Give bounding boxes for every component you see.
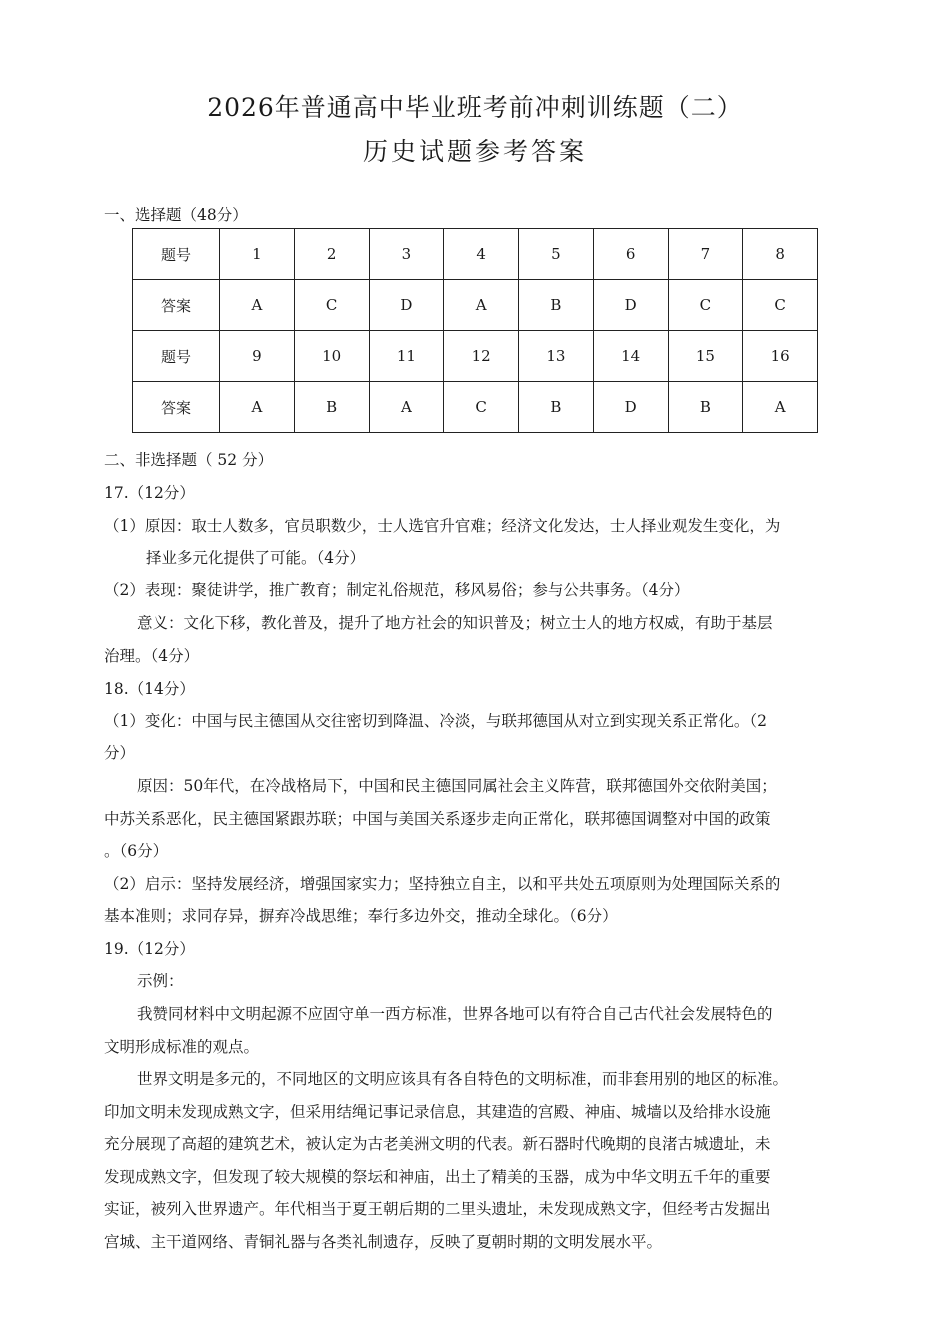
table-cell: 11: [369, 331, 444, 382]
document-subtitle: 历史试题参考答案: [362, 137, 587, 166]
section2-heading: 二、非选择题（ 52 分）: [104, 451, 274, 469]
table-cell: A: [369, 382, 444, 433]
q18-line: 。（6分）: [104, 842, 169, 860]
table-cell: 2: [294, 229, 369, 280]
table-cell: B: [519, 382, 594, 433]
table-cell: B: [519, 280, 594, 331]
q17-line: 意义：文化下移，教化普及，提升了地方社会的知识普及；树立士人的地方权威，有助于基层: [137, 614, 773, 632]
q18-line: 原因：50年代，在冷战格局下，中国和民主德国同属社会主义阵营，联邦德国外交依附美国；: [137, 777, 777, 795]
row-label: 题号: [133, 331, 220, 382]
table-cell: 12: [444, 331, 519, 382]
table-cell: 8: [743, 229, 818, 280]
table-cell: B: [668, 382, 743, 433]
q19-line: 文明形成标准的观点。: [104, 1038, 260, 1056]
table-cell: D: [369, 280, 444, 331]
q18-line: 中苏关系恶化，民主德国紧跟苏联；中国与美国关系逐步走向正常化，联邦德国调整对中国的政策: [104, 810, 771, 828]
q19-line: 充分展现了高超的建筑艺术，被认定为古老美洲文明的代表。新石器时代晚期的良渚古城遗址，未: [104, 1135, 771, 1153]
table-cell: D: [593, 280, 668, 331]
answer-table: [132, 228, 818, 433]
q18-line: （1）变化：中国与民主德国从交往密切到降温、冷淡，与联邦德国从对立到实现关系正常化。（2: [104, 712, 767, 730]
table-cell: C: [294, 280, 369, 331]
q19-line: 印加文明未发现成熟文字，但采用结绳记事记录信息，其建造的宫殿、神庙、城墙以及给排水设施: [104, 1103, 771, 1121]
table-cell: 1: [220, 229, 295, 280]
table-row: [133, 229, 818, 280]
table-cell: 6: [593, 229, 668, 280]
q17-line: 择业多元化提供了可能。（4分）: [146, 549, 366, 567]
q19-line: 宫城、主干道网络、青铜礼器与各类礼制遗存，反映了夏朝时期的文明发展水平。: [104, 1233, 663, 1251]
table-row: [133, 331, 818, 382]
table-cell: A: [220, 280, 295, 331]
table-cell: 3: [369, 229, 444, 280]
table-cell: C: [444, 382, 519, 433]
q19-line: 世界文明是多元的，不同地区的文明应该具有各自特色的文明标准，而非套用别的地区的标准。: [137, 1070, 789, 1088]
table-row: [133, 280, 818, 331]
q18-line: 基本准则；求同存异，摒弃冷战思维；奉行多边外交，推动全球化。（6分）: [104, 907, 618, 925]
table-cell: 10: [294, 331, 369, 382]
row-label: 答案: [133, 382, 220, 433]
table-cell: 14: [593, 331, 668, 382]
q17-line: （2）表现：聚徒讲学，推广教育；制定礼俗规范，移风易俗；参与公共事务。（4分）: [104, 581, 690, 599]
table-cell: 5: [519, 229, 594, 280]
q19-line: 示例：: [137, 972, 184, 990]
table-cell: 9: [220, 331, 295, 382]
table-cell: 7: [668, 229, 743, 280]
q17-line: 治理。（4分）: [104, 647, 200, 665]
q19-line: 发现成熟文字，但发现了较大规模的祭坛和神庙，出土了精美的玉器，成为中华文明五千年的重要: [104, 1168, 771, 1186]
q19-line: 实证，被列入世界遗产。年代相当于夏王朝后期的二里头遗址，未发现成熟文字，但经考古发掘出: [104, 1200, 771, 1218]
q18-line: （2）启示：坚持发展经济，增强国家实力；坚持独立自主，以和平共处五项原则为处理国际关系的: [104, 875, 781, 893]
table-cell: B: [294, 382, 369, 433]
row-label: 题号: [133, 229, 220, 280]
q17-line: （1）原因：取士人数多，官员职数少，士人选官升官难；经济文化发达，士人择业观发生变化，为: [104, 517, 781, 535]
table-cell: C: [743, 280, 818, 331]
table-row: [133, 382, 818, 433]
section1-heading: 一、选择题（48分）: [104, 206, 248, 224]
document-title: 2026年普通高中毕业班考前冲刺训练题（二）: [207, 93, 743, 122]
table-cell: 13: [519, 331, 594, 382]
row-label: 答案: [133, 280, 220, 331]
q19-heading: 19.（12分）: [104, 940, 195, 958]
table-cell: 16: [743, 331, 818, 382]
table-cell: A: [743, 382, 818, 433]
table-cell: 15: [668, 331, 743, 382]
table-cell: 4: [444, 229, 519, 280]
table-cell: A: [444, 280, 519, 331]
table-cell: D: [593, 382, 668, 433]
table-cell: A: [220, 382, 295, 433]
table-cell: C: [668, 280, 743, 331]
q18-heading: 18.（14分）: [104, 680, 195, 698]
q19-line: 我赞同材料中文明起源不应固守单一西方标准，世界各地可以有符合自己古代社会发展特色的: [137, 1005, 773, 1023]
q18-line: 分）: [104, 744, 136, 762]
q17-heading: 17.（12分）: [104, 484, 195, 502]
